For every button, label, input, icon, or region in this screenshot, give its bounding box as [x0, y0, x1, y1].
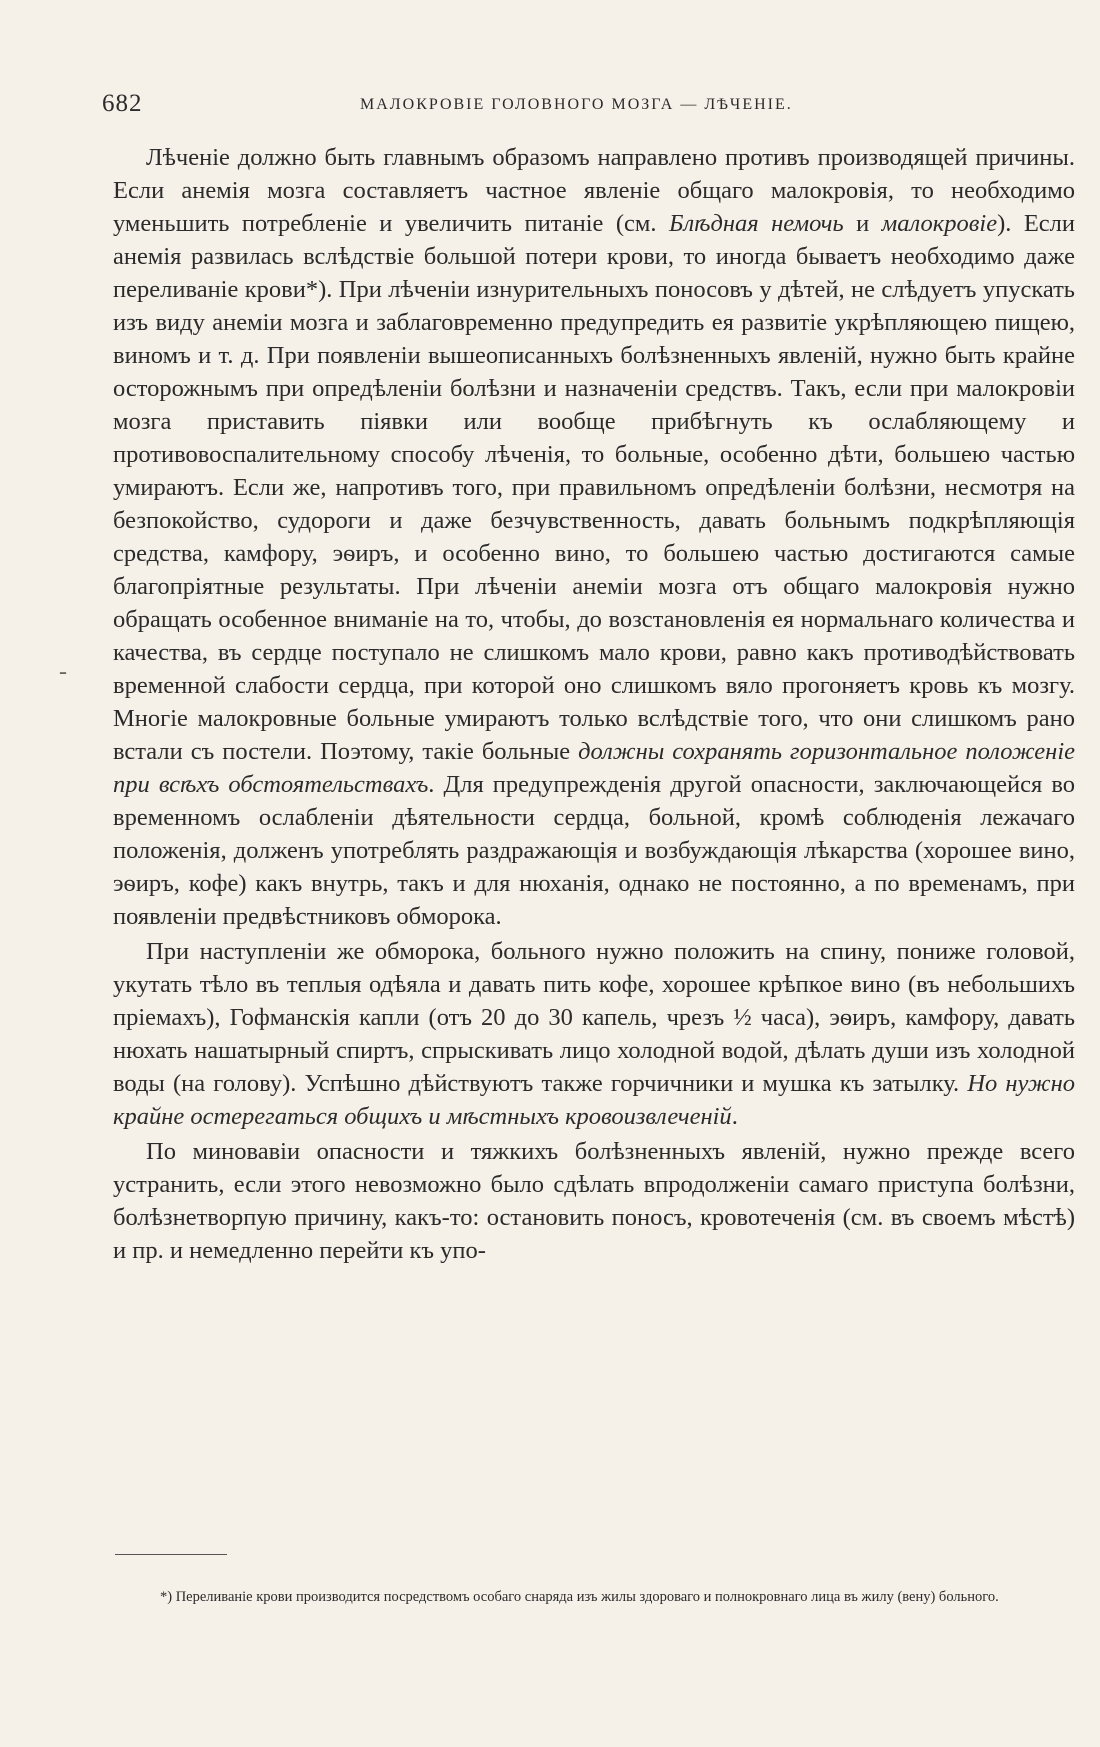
italic-emphasis: должны сохранять горизонтальное положеніе при всѣхъ обстоятельствахъ — [113, 738, 1076, 798]
margin-mark: - — [59, 659, 67, 685]
footnote-divider — [115, 1554, 227, 1555]
page-number: 682 — [102, 90, 143, 117]
paragraph-1 — [113, 141, 1075, 933]
running-head: МАЛОКРОВІЕ ГОЛОВНОГО МОЗГА — ЛѢЧЕНІЕ. — [360, 96, 793, 113]
italic-emphasis: Но нужно крайне остерегаться общихъ и мѣстныхъ кровоизвлеченій — [113, 1070, 1075, 1130]
paragraph-2 — [113, 935, 1075, 1133]
page-header — [102, 90, 1076, 120]
footnote: *) Переливаніе крови производится посредствомъ особаго снаряда изъ жилы здороваго и полнокровнаго лица въ жилу (вену) больного. — [160, 1589, 999, 1605]
text-run: При наступленіи же обморока, больного нужно положить на спину, пониже головой, укутать тѣло въ теплыя одѣяла и давать пить кофе, хорошее крѣпкое вино (въ небольшихъ пріемахъ), Гофманскія капли (отъ 20 до 30 капель, чрезъ ½ часа), эѳиръ, камфору, давать нюхать нашатырный спиртъ, спрыскивать лицо холодной водой, дѣлать души изъ холодной воды (на голову). Успѣшно дѣйствуютъ также горчичники и мушка къ затылку. — [113, 938, 1075, 1097]
text-run: ). Если анемія развилась вслѣдствіе большой потери крови, то иногда бываетъ необходимо даже переливаніе крови*). При лѣченіи изнурительныхъ поносовъ у дѣтей, не слѣдуетъ упускать изъ виду анеміи мозга и заблаговременно предупредить ея развитіе укрѣпляющею пищею, виномъ и т. д. При появленіи вышеописанныхъ болѣзненныхъ явленій, нужно быть крайне осторожнымъ при опредѣленіи болѣзни и назначеніи средствъ. Такъ, если при малокровіи мозга приставить піявки или вообще прибѣгнуть къ ослабляющему и противовоспалительному способу лѣченія, то больные, особенно дѣти, большею частью умираютъ. Если же, напротивъ того, при правильномъ опредѣленіи болѣзни, несмотря на безпокойство, судороги и даже безчувственность, давать больнымъ подкрѣпляющія средства, камфору, эѳиръ, и особенно вино, то большею частью достигаются самые благопріятные результаты. При лѣченіи анеміи мозга отъ общаго малокровія нужно обращать особенное вниманіе на то, чтобы, до возстановленія ея нормальнаго количества и качества, въ сердце поступало не слишкомъ мало крови, равно какъ противодѣйствовать временной слабости сердца, при которой оно слишкомъ вяло прогоняетъ кровь къ мозгу. Многіе малокровные больные умираютъ только вслѣдствіе того, что они слишкомъ рано встали съ постели. Поэтому, такіе больные — [113, 210, 1075, 765]
text-run: . — [731, 1103, 738, 1130]
body-text — [113, 141, 1075, 1267]
text-run: и — [843, 210, 882, 237]
italic-term: Блѣдная немочь — [669, 210, 844, 237]
text-run: . Для предупрежденія другой опасности, заключающейся во временномъ ослабленіи дѣятельности сердца, больной, кромѣ соблюденія лежачаго положенія, долженъ употреблять раздражающія и возбуждающія лѣкарства (хорошее вино, эѳиръ, кофе) какъ внутрь, такъ и для нюханія, однако не постоянно, а по временамъ, при появленіи предвѣстниковъ обморока. — [113, 771, 1075, 930]
text-run: По миновавіи опасности и тяжкихъ болѣзненныхъ явленій, нужно прежде всего устранить, если этого невозможно было сдѣлать впродолженіи самаго приступа болѣзни, болѣзнетворпую причину, какъ-то: остановить поносъ, кровотеченія (см. въ своемъ мѣстѣ) и пр. и немедленно перейти къ упо- — [113, 1138, 1075, 1264]
italic-term: малокровіе — [881, 210, 998, 237]
paragraph-3 — [113, 1135, 1075, 1267]
text-run: Лѣченіе должно быть главнымъ образомъ направлено противъ производящей причины. Если анемія мозга составляетъ частное явленіе общаго малокровія, то необходимо уменьшить потребленіе и увеличить питаніе (см. — [113, 144, 1075, 237]
